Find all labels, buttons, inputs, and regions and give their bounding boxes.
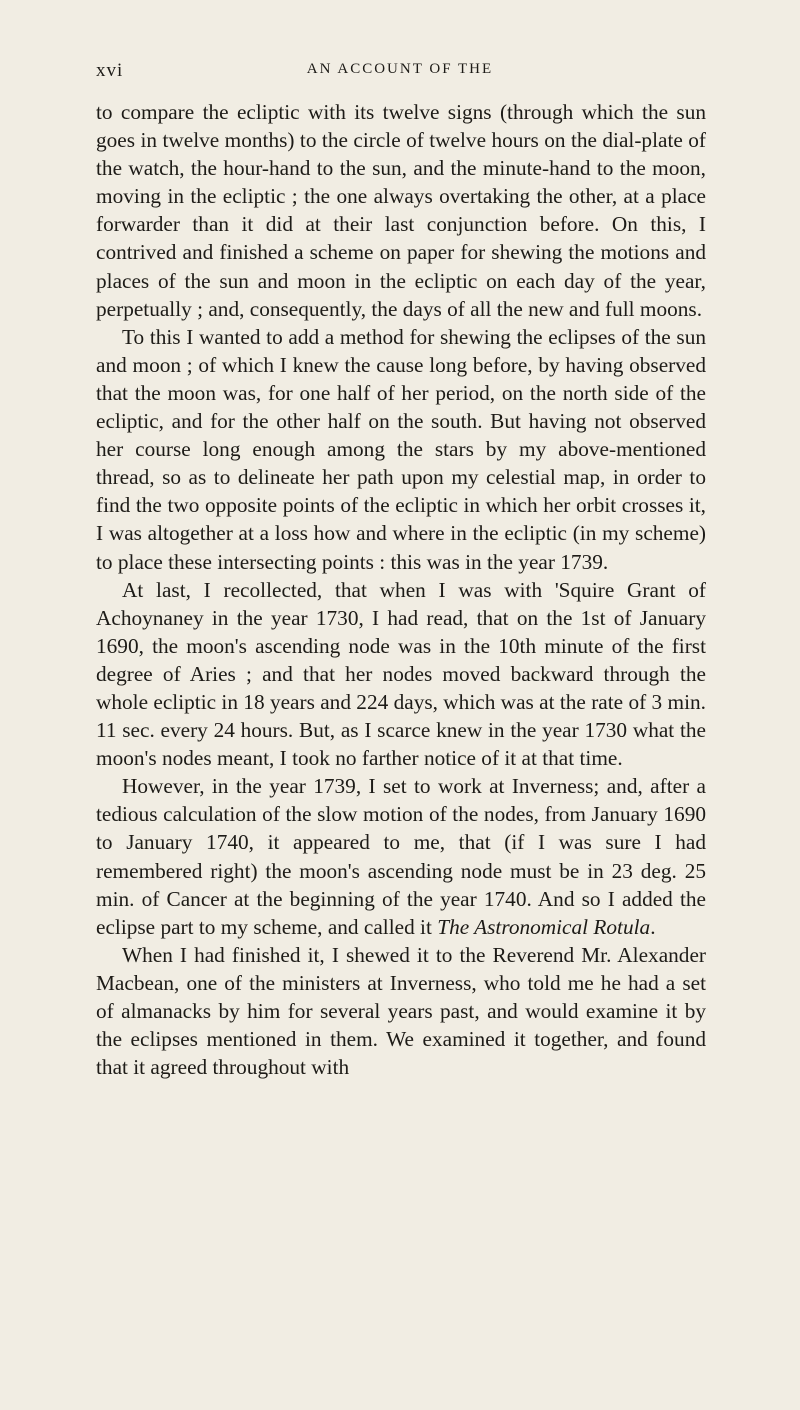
body-text: [96, 98, 706, 1081]
paragraph-3: At last, I recollected, that when I was with 'Squire Grant of Achoynaney in the year 1730, I had read, that on the 1st of January 1690, the moon's ascending node was in the 10th minute of the first degree of Aries ; and that her nodes moved backward through the whole ecliptic in 18 years and 224 days, which was at the rate of 3 min. 11 sec. every 24 hours. But, as I scarce knew in the year 1730 what the moon's nodes meant, I took no farther notice of it at that time.: [96, 577, 706, 771]
page-number: xvi: [96, 60, 124, 81]
book-title-italic: The Astronomical Rotula: [437, 914, 651, 939]
paragraph-4-end: .: [650, 914, 656, 939]
page-header: [96, 60, 704, 86]
paragraph-2: To this I wanted to add a method for shewing the eclipses of the sun and moon ; of which I knew the cause long before, by having observed that the moon was, for one half of her period, on the north side of the ecliptic, and for the other half on the south. But having not observed her course long enough among the stars by my above-mentioned thread, so as to delineate her path upon my celestial map, in order to find the two opposite points of the ecliptic in which her orbit crosses it, I was altogether at a loss how and where in the ecliptic (in my scheme) to place these intersecting points : this was in the year 1739.: [96, 324, 706, 574]
running-title: AN ACCOUNT OF THE: [306, 61, 494, 77]
paragraph-5: When I had finished it, I shewed it to the Reverend Mr. Alexander Macbean, one of the ministers at Inverness, who told me he had a set of almanacks by him for several years past, and would examine it by the eclipses mentioned in them. We examined it together, and found that it agreed throughout with: [96, 942, 706, 1080]
paragraph-1: to compare the ecliptic with its twelve signs (through which the sun goes in twelve months) to the circle of twelve hours on the dial-plate of the watch, the hour-hand to the sun, and the minute-hand to the moon, moving in the ecliptic ; the one always overtaking the other, at a place forwarder than it did at their last conjunction before. On this, I contrived and finished a scheme on paper for shewing the motions and places of the sun and moon in the ecliptic on each day of the year, perpetually ; and, consequently, the days of all the new and full moons.: [96, 100, 706, 321]
paragraph-4: [96, 772, 706, 941]
paragraph-4-text: However, in the year 1739, I set to work at Inverness; and, after a tedious calculation of the slow motion of the nodes, from January 1690 to January 1740, it appeared to me, that (if I was sure I had remembered right) the moon's ascending node must be in 23 deg. 25 min. of Cancer at the beginning of the year 1740. And so I added the eclipse part to my scheme, and called it: [96, 774, 706, 939]
